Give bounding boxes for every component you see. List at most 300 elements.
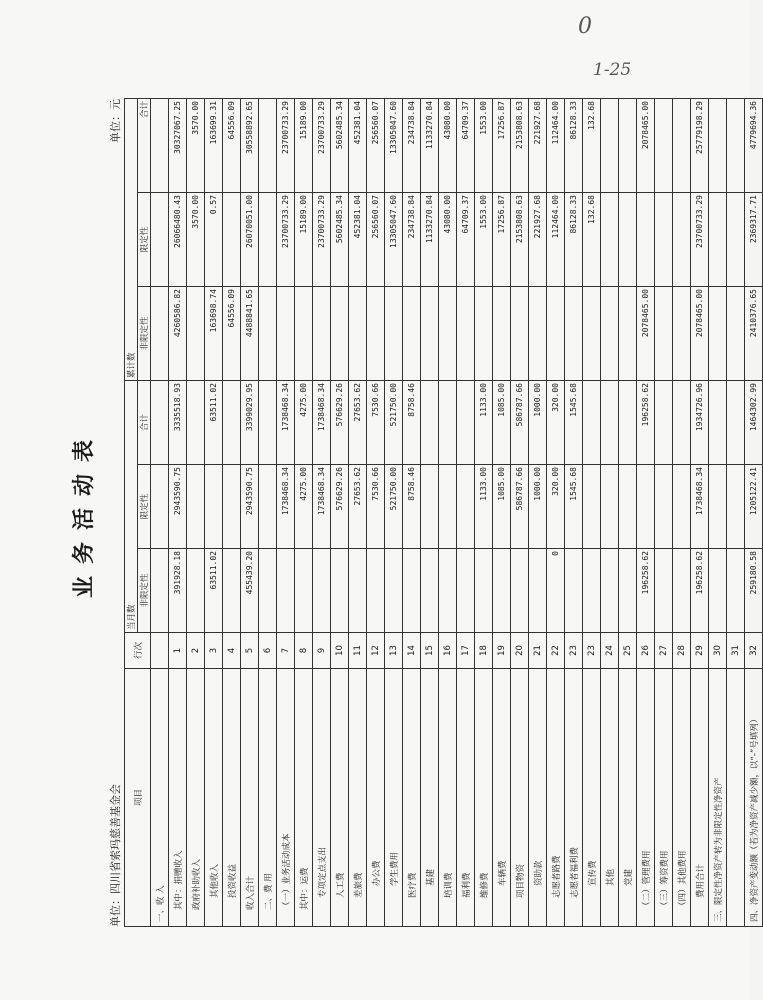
activity-table (124, 98, 763, 927)
table-row (205, 99, 223, 927)
cumulative-unrestricted-cell: 163698.74 (205, 287, 223, 381)
current-total-cell (619, 381, 637, 465)
cumulative-restricted-cell: 452381.04 (349, 193, 367, 287)
current-unrestricted-cell (277, 549, 295, 633)
row-line-number: 9 (313, 633, 331, 669)
current-unrestricted-cell (259, 549, 277, 633)
header-current-month: 当月数 (125, 381, 138, 633)
table-row (493, 99, 511, 927)
current-restricted-cell (709, 465, 727, 549)
current-total-cell (655, 381, 673, 465)
current-total-cell: 27653.62 (349, 381, 367, 465)
row-item-label: 专项定点支出 (313, 669, 331, 927)
cumulative-unrestricted-cell (529, 287, 547, 381)
row-item-label: 宣传费 (583, 669, 601, 927)
current-unrestricted-cell (493, 549, 511, 633)
row-line-number: 18 (475, 633, 493, 669)
row-item-label: （四）其他费用 (673, 669, 691, 927)
current-total-cell: 63511.02 (205, 381, 223, 465)
current-total-cell: 1000.00 (529, 381, 547, 465)
row-line-number: 14 (403, 633, 421, 669)
table-row (529, 99, 547, 927)
row-line-number: 7 (277, 633, 295, 669)
row-line-number: 12 (367, 633, 385, 669)
header-unrestricted: 非限定性 (138, 549, 151, 633)
unit-currency: 单位：元 (109, 99, 122, 143)
current-restricted-cell (259, 465, 277, 549)
current-unrestricted-cell (403, 549, 421, 633)
row-item-label: 其中：运费 (295, 669, 313, 927)
header-restricted: 限定性 (138, 193, 151, 287)
cumulative-unrestricted-cell (403, 287, 421, 381)
cumulative-total-cell (673, 99, 691, 193)
table-row (637, 99, 655, 927)
cumulative-total-cell: 15189.00 (295, 99, 313, 193)
handwritten-mark: 0 (578, 14, 592, 39)
cumulative-restricted-cell (673, 193, 691, 287)
current-unrestricted-cell (673, 549, 691, 633)
cumulative-total-cell: 17256.87 (493, 99, 511, 193)
current-total-cell (151, 381, 169, 465)
current-total-cell (259, 381, 277, 465)
row-item-label: 一、收 入 (151, 669, 169, 927)
row-item-label: 其他收入 (205, 669, 223, 927)
table-row (673, 99, 691, 927)
cumulative-restricted-cell: 17256.87 (493, 193, 511, 287)
current-unrestricted-cell (367, 549, 385, 633)
current-total-cell (421, 381, 439, 465)
row-item-label: 党建 (619, 669, 637, 927)
current-restricted-cell: 1545.68 (565, 465, 583, 549)
table-row (259, 99, 277, 927)
current-restricted-cell: 7530.66 (367, 465, 385, 549)
current-unrestricted-cell (727, 549, 745, 633)
cumulative-total-cell: 1133270.84 (421, 99, 439, 193)
current-total-cell: 1545.68 (565, 381, 583, 465)
cumulative-total-cell: 4779694.36 (745, 99, 763, 193)
current-unrestricted-cell: 0 (547, 549, 565, 633)
table-row (295, 99, 313, 927)
table-row (421, 99, 439, 927)
cumulative-restricted-cell: 23700733.29 (691, 193, 709, 287)
row-item-label: （三）筹资费用 (655, 669, 673, 927)
cumulative-unrestricted-cell (727, 287, 745, 381)
cumulative-unrestricted-cell (547, 287, 565, 381)
row-item-label: 二、费 用 (259, 669, 277, 927)
cumulative-total-cell: 23700733.29 (313, 99, 331, 193)
current-restricted-cell (583, 465, 601, 549)
row-item-label: 福利费 (457, 669, 475, 927)
current-restricted-cell (601, 465, 619, 549)
current-total-cell (583, 381, 601, 465)
cumulative-total-cell (655, 99, 673, 193)
cumulative-unrestricted-cell (673, 287, 691, 381)
row-line-number: 29 (691, 633, 709, 669)
cumulative-restricted-cell: 1133270.84 (421, 193, 439, 287)
current-restricted-cell: 586787.66 (511, 465, 529, 549)
cumulative-unrestricted-cell (259, 287, 277, 381)
header-total: 合计 (138, 99, 151, 193)
row-line-number: 8 (295, 633, 313, 669)
table-row (547, 99, 565, 927)
cumulative-unrestricted-cell (421, 287, 439, 381)
table-row (565, 99, 583, 927)
current-restricted-cell: 521750.00 (385, 465, 403, 549)
row-item-label: （一）业务活动成本 (277, 669, 295, 927)
cumulative-unrestricted-cell: 4260586.82 (169, 287, 187, 381)
row-item-label: 办公费 (367, 669, 385, 927)
current-total-cell: 320.00 (547, 381, 565, 465)
header-line: 行次 (125, 633, 151, 669)
current-restricted-cell: 1738468.34 (691, 465, 709, 549)
cumulative-restricted-cell (601, 193, 619, 287)
cumulative-unrestricted-cell (331, 287, 349, 381)
row-line-number: 27 (655, 633, 673, 669)
cumulative-total-cell: 43080.00 (439, 99, 457, 193)
row-line-number: 16 (439, 633, 457, 669)
row-item-label: 人工费 (331, 669, 349, 927)
current-total-cell (439, 381, 457, 465)
current-unrestricted-cell: 196258.62 (691, 549, 709, 633)
cumulative-unrestricted-cell (277, 287, 295, 381)
cumulative-restricted-cell: 23700733.29 (313, 193, 331, 287)
current-total-cell: 8758.46 (403, 381, 421, 465)
cumulative-total-cell (601, 99, 619, 193)
cumulative-unrestricted-cell (493, 287, 511, 381)
cumulative-restricted-cell: 234738.84 (403, 193, 421, 287)
table-row (403, 99, 421, 927)
current-unrestricted-cell (421, 549, 439, 633)
cumulative-unrestricted-cell: 2410376.65 (745, 287, 763, 381)
current-total-cell: 7530.66 (367, 381, 385, 465)
table-row (601, 99, 619, 927)
cumulative-restricted-cell: 0.57 (205, 193, 223, 287)
cumulative-restricted-cell: 2369317.71 (745, 193, 763, 287)
cumulative-total-cell: 30558892.65 (241, 99, 259, 193)
cumulative-unrestricted-cell (583, 287, 601, 381)
cumulative-restricted-cell: 132.68 (583, 193, 601, 287)
current-unrestricted-cell (457, 549, 475, 633)
row-item-label: 学生费用 (385, 669, 403, 927)
current-total-cell: 1738468.34 (277, 381, 295, 465)
row-item-label: 医疗费 (403, 669, 421, 927)
current-unrestricted-cell (349, 549, 367, 633)
cumulative-restricted-cell (655, 193, 673, 287)
row-line-number: 13 (385, 633, 403, 669)
current-restricted-cell: 320.00 (547, 465, 565, 549)
row-line-number: 30 (709, 633, 727, 669)
cumulative-unrestricted-cell (349, 287, 367, 381)
cumulative-unrestricted-cell: 2078465.00 (637, 287, 655, 381)
current-restricted-cell: 1000.00 (529, 465, 547, 549)
cumulative-restricted-cell: 64709.37 (457, 193, 475, 287)
rotated-report (59, 99, 760, 927)
cumulative-unrestricted-cell (709, 287, 727, 381)
cumulative-unrestricted-cell (511, 287, 529, 381)
cumulative-total-cell: 13305047.60 (385, 99, 403, 193)
row-item-label: 维修费 (475, 669, 493, 927)
cumulative-restricted-cell: 2153808.63 (511, 193, 529, 287)
row-item-label: 志愿者福利费 (565, 669, 583, 927)
current-unrestricted-cell (331, 549, 349, 633)
cumulative-restricted-cell: 26070051.00 (241, 193, 259, 287)
cumulative-unrestricted-cell (385, 287, 403, 381)
header-total: 合计 (138, 381, 151, 465)
current-unrestricted-cell (511, 549, 529, 633)
current-total-cell: 196258.62 (637, 381, 655, 465)
current-total-cell: 586787.66 (511, 381, 529, 465)
cumulative-restricted-cell: 86128.33 (565, 193, 583, 287)
current-restricted-cell (655, 465, 673, 549)
row-item-label: 四、净资产变动额（若为净资产减少额，以“-”号填列） (745, 669, 763, 927)
current-restricted-cell: 2943590.75 (169, 465, 187, 549)
table-row (277, 99, 295, 927)
row-line-number: 32 (745, 633, 763, 669)
cumulative-restricted-cell (727, 193, 745, 287)
row-line-number: 15 (421, 633, 439, 669)
table-row (241, 99, 259, 927)
row-item-label: 资助款 (529, 669, 547, 927)
cumulative-restricted-cell (223, 193, 241, 287)
table-row (367, 99, 385, 927)
cumulative-restricted-cell: 1553.00 (475, 193, 493, 287)
row-line-number: 5 (241, 633, 259, 669)
current-unrestricted-cell (475, 549, 493, 633)
table-row (457, 99, 475, 927)
current-unrestricted-cell: 63511.02 (205, 549, 223, 633)
cumulative-total-cell: 256560.07 (367, 99, 385, 193)
cumulative-total-cell: 5602485.34 (331, 99, 349, 193)
row-line-number: 26 (637, 633, 655, 669)
current-restricted-cell: 8758.46 (403, 465, 421, 549)
current-unrestricted-cell (187, 549, 205, 633)
current-restricted-cell (727, 465, 745, 549)
cumulative-restricted-cell (151, 193, 169, 287)
current-unrestricted-cell (385, 549, 403, 633)
current-restricted-cell: 1205122.41 (745, 465, 763, 549)
current-unrestricted-cell: 455439.20 (241, 549, 259, 633)
row-item-label: 政府补助收入 (187, 669, 205, 927)
unit-organization: 单位：四川省索玛慈善基金会 (109, 784, 122, 927)
current-total-cell (223, 381, 241, 465)
row-line-number: 31 (727, 633, 745, 669)
cumulative-unrestricted-cell (475, 287, 493, 381)
row-line-number: 23 (565, 633, 583, 669)
table-row (313, 99, 331, 927)
row-item-label: 收入合计 (241, 669, 259, 927)
current-restricted-cell: 1738468.34 (313, 465, 331, 549)
current-restricted-cell (439, 465, 457, 549)
table-row (475, 99, 493, 927)
table-row (745, 99, 763, 927)
current-restricted-cell (457, 465, 475, 549)
table-row (385, 99, 403, 927)
table-row (583, 99, 601, 927)
current-unrestricted-cell (313, 549, 331, 633)
cumulative-total-cell: 30327067.25 (169, 99, 187, 193)
cumulative-restricted-cell (619, 193, 637, 287)
row-item-label: 项目物资 (511, 669, 529, 927)
cumulative-unrestricted-cell (565, 287, 583, 381)
cumulative-unrestricted-cell (367, 287, 385, 381)
cumulative-restricted-cell: 256560.07 (367, 193, 385, 287)
cumulative-total-cell (151, 99, 169, 193)
cumulative-restricted-cell: 5602485.34 (331, 193, 349, 287)
cumulative-restricted-cell: 112464.00 (547, 193, 565, 287)
cumulative-total-cell: 112464.00 (547, 99, 565, 193)
current-total-cell: 1738468.34 (313, 381, 331, 465)
cumulative-unrestricted-cell (295, 287, 313, 381)
row-line-number: 6 (259, 633, 277, 669)
row-item-label: 培训费 (439, 669, 457, 927)
row-line-number: 22 (547, 633, 565, 669)
cumulative-unrestricted-cell: 4488841.65 (241, 287, 259, 381)
current-unrestricted-cell (151, 549, 169, 633)
current-total-cell (673, 381, 691, 465)
report-title: 业务活动表 (72, 428, 97, 599)
row-item-label: 三、限定性净资产转为非限定性净资产 (709, 669, 727, 927)
handwritten-date: 1-25 (593, 60, 632, 80)
table-row (331, 99, 349, 927)
current-unrestricted-cell (619, 549, 637, 633)
current-restricted-cell (187, 465, 205, 549)
cumulative-total-cell: 23700733.29 (277, 99, 295, 193)
current-restricted-cell (205, 465, 223, 549)
current-restricted-cell (637, 465, 655, 549)
header-cumulative: 累计数 (125, 99, 138, 381)
cumulative-restricted-cell: 3570.00 (187, 193, 205, 287)
cumulative-restricted-cell (259, 193, 277, 287)
cumulative-total-cell (709, 99, 727, 193)
cumulative-unrestricted-cell (439, 287, 457, 381)
current-restricted-cell (673, 465, 691, 549)
table-row (169, 99, 187, 927)
cumulative-total-cell: 2078465.00 (637, 99, 655, 193)
current-total-cell (709, 381, 727, 465)
row-item-label: 投资收益 (223, 669, 241, 927)
current-restricted-cell (619, 465, 637, 549)
current-restricted-cell: 1738468.34 (277, 465, 295, 549)
header-restricted: 限定性 (138, 465, 151, 549)
cumulative-restricted-cell: 13305047.60 (385, 193, 403, 287)
cumulative-unrestricted-cell (313, 287, 331, 381)
row-item-label: 差旅费 (349, 669, 367, 927)
row-line-number: 25 (619, 633, 637, 669)
cumulative-restricted-cell: 43080.00 (439, 193, 457, 287)
cumulative-unrestricted-cell (151, 287, 169, 381)
row-line-number: 23 (583, 633, 601, 669)
row-item-label: 志愿者路费 (547, 669, 565, 927)
current-unrestricted-cell (709, 549, 727, 633)
cumulative-total-cell: 132.68 (583, 99, 601, 193)
cumulative-unrestricted-cell (187, 287, 205, 381)
cumulative-restricted-cell: 26066480.43 (169, 193, 187, 287)
table-row (655, 99, 673, 927)
current-restricted-cell: 1133.00 (475, 465, 493, 549)
cumulative-unrestricted-cell: 2078465.00 (691, 287, 709, 381)
cumulative-unrestricted-cell (619, 287, 637, 381)
table-row (151, 99, 169, 927)
table-row (727, 99, 745, 927)
row-item-label: （二）管理费用 (637, 669, 655, 927)
table-row (709, 99, 727, 927)
current-total-cell (187, 381, 205, 465)
current-restricted-cell: 576629.26 (331, 465, 349, 549)
cumulative-restricted-cell: 221927.68 (529, 193, 547, 287)
table-row (349, 99, 367, 927)
cumulative-total-cell: 3570.00 (187, 99, 205, 193)
row-item-label: 其中：捐赠收入 (169, 669, 187, 927)
current-unrestricted-cell (601, 549, 619, 633)
current-total-cell: 521750.00 (385, 381, 403, 465)
cumulative-total-cell: 1553.00 (475, 99, 493, 193)
row-line-number: 19 (493, 633, 511, 669)
table-row (187, 99, 205, 927)
header-item: 项目 (125, 669, 151, 927)
row-line-number: 4 (223, 633, 241, 669)
table-row (223, 99, 241, 927)
row-line-number: 17 (457, 633, 475, 669)
cumulative-total-cell: 234738.84 (403, 99, 421, 193)
current-total-cell: 1934726.96 (691, 381, 709, 465)
cumulative-restricted-cell (637, 193, 655, 287)
row-line-number: 20 (511, 633, 529, 669)
table-body (151, 99, 763, 927)
cumulative-total-cell (619, 99, 637, 193)
row-line-number: 3 (205, 633, 223, 669)
cumulative-unrestricted-cell: 64556.09 (223, 287, 241, 381)
row-line-number: 24 (601, 633, 619, 669)
current-unrestricted-cell (295, 549, 313, 633)
current-total-cell: 1085.00 (493, 381, 511, 465)
current-total-cell: 3399029.95 (241, 381, 259, 465)
current-total-cell: 1133.00 (475, 381, 493, 465)
cumulative-total-cell: 64556.09 (223, 99, 241, 193)
cumulative-restricted-cell: 15189.00 (295, 193, 313, 287)
current-total-cell: 1464302.99 (745, 381, 763, 465)
row-item-label: 基建 (421, 669, 439, 927)
header-unrestricted: 非限定性 (138, 287, 151, 381)
cumulative-total-cell: 25779198.29 (691, 99, 709, 193)
current-unrestricted-cell: 391928.18 (169, 549, 187, 633)
row-item-label (727, 669, 745, 927)
cumulative-total-cell (259, 99, 277, 193)
table-row (619, 99, 637, 927)
current-unrestricted-cell (529, 549, 547, 633)
current-total-cell: 4275.00 (295, 381, 313, 465)
current-restricted-cell: 1085.00 (493, 465, 511, 549)
current-restricted-cell (223, 465, 241, 549)
row-line-number: 21 (529, 633, 547, 669)
current-total-cell: 3335518.93 (169, 381, 187, 465)
current-unrestricted-cell: 196258.62 (637, 549, 655, 633)
cumulative-unrestricted-cell (655, 287, 673, 381)
cumulative-total-cell: 2153808.63 (511, 99, 529, 193)
cumulative-total-cell: 64709.37 (457, 99, 475, 193)
current-unrestricted-cell (655, 549, 673, 633)
cumulative-total-cell: 221927.68 (529, 99, 547, 193)
row-line-number (151, 633, 169, 669)
row-line-number: 11 (349, 633, 367, 669)
current-restricted-cell (151, 465, 169, 549)
current-restricted-cell: 2943590.75 (241, 465, 259, 549)
table-row (511, 99, 529, 927)
table-row (691, 99, 709, 927)
row-line-number: 28 (673, 633, 691, 669)
current-unrestricted-cell (223, 549, 241, 633)
cumulative-unrestricted-cell (601, 287, 619, 381)
current-total-cell (601, 381, 619, 465)
